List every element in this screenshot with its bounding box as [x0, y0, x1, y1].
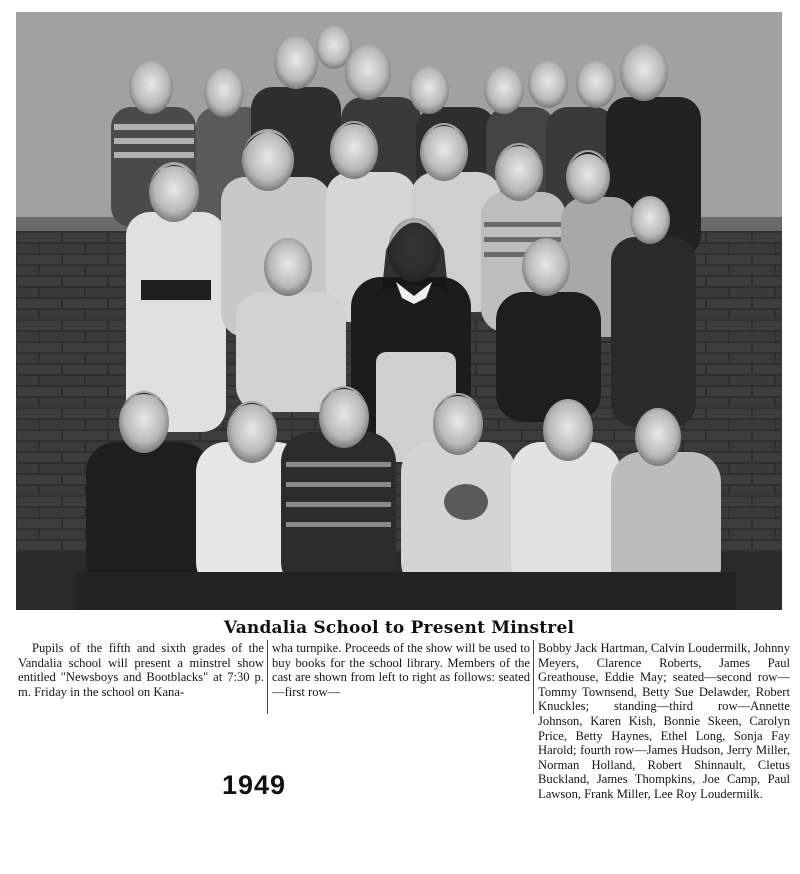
article-column-2 [272, 641, 530, 699]
article-headline: Vandalia School to Present Minstrel [223, 618, 575, 638]
article-column-1 [18, 641, 264, 699]
year-annotation: 1949 [222, 770, 287, 800]
column-divider [533, 640, 534, 714]
article-column-3 [538, 641, 790, 802]
column-divider [267, 640, 268, 714]
article-text: wha turnpike. Proceeds of the show will be used to buy books for the school library. Members of the cast are shown from left to right as follows: seated—first row— [272, 641, 530, 699]
class-photo [16, 12, 782, 610]
class-photo-image [16, 12, 782, 610]
article-text: Bobby Jack Hartman, Calvin Loudermilk, Johnny Meyers, Clarence Roberts, James Paul Greathouse, Eddie May; seated—second row—Tommy Townsend, Betty Sue Delawder, Robert Knuckles; standing—third row—Annette Johnson, Karen Kish, Bonnie Skeen, Carolyn Price, Betty Haynes, Ethel Long, Sonja Fay Harold; fourth row—James Hudson, Jerry Miller, Norman Holland, Robert Shinnault, Cletus Buckland, James Thompkins, Joe Camp, Paul Lawson, Frank Miller, Lee Roy Loudermilk. [538, 641, 790, 801]
article-text: Pupils of the fifth and sixth grades of the Vandalia school will present a minstrel show entitled "Newsboys and Bootblacks" at 7:30 p. m. Friday in the school on Kana- [18, 641, 264, 699]
